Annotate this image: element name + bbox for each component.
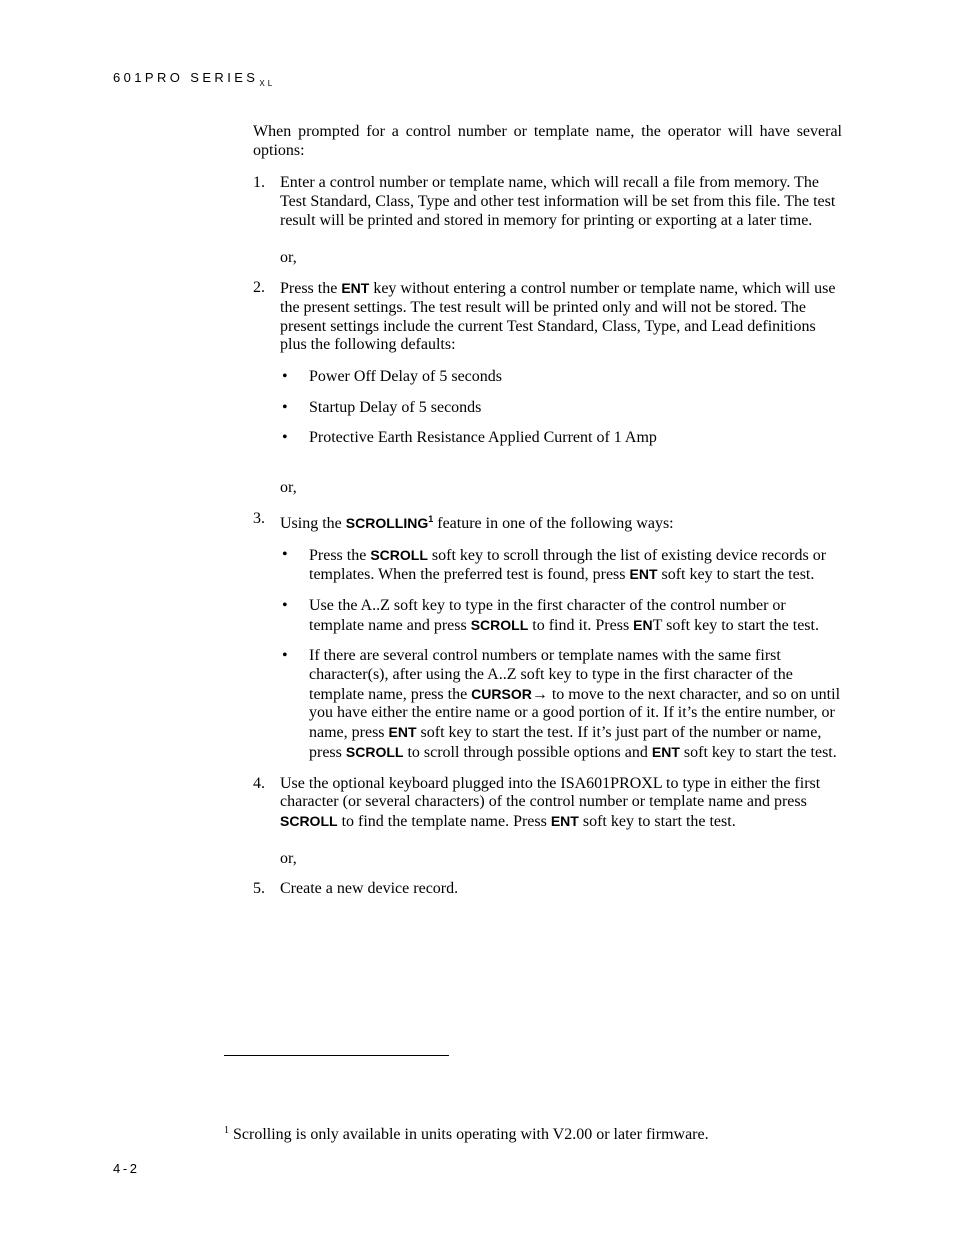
footnote — [224, 1125, 709, 1144]
key-label: ENT — [388, 724, 417, 741]
text-run: soft key to start the test. — [657, 566, 815, 584]
page-number: 4-2 — [113, 1161, 140, 1176]
footnote-separator — [224, 1055, 449, 1056]
key-label: ENT — [341, 280, 370, 297]
running-header — [113, 70, 276, 88]
item-number: 5. — [253, 880, 265, 898]
text-run: to scroll through possible options and — [403, 743, 652, 761]
bullet-text: Power Off Delay of 5 seconds — [309, 368, 502, 386]
item-text — [280, 775, 842, 832]
header-title: 601PRO SERIES — [113, 70, 259, 85]
footnote-reference: 1 — [428, 513, 434, 524]
bullet-icon: • — [282, 545, 288, 563]
item-number: 4. — [253, 774, 265, 792]
bullet-text — [309, 546, 842, 585]
text-run: Use the optional keyboard plugged into the ISA601PROXL to type in either the first character (or several characters) of the control number or template name and press — [280, 774, 821, 811]
key-label: ENT — [651, 743, 680, 760]
item-text — [280, 279, 842, 355]
bullet-text: Startup Delay of 5 seconds — [309, 398, 482, 416]
bullet-item — [253, 399, 842, 418]
bullet-icon: • — [282, 368, 288, 386]
text-run: feature in one of the following ways: — [433, 514, 674, 532]
key-label: SCROLL — [370, 546, 428, 563]
bullet-item — [253, 546, 842, 585]
text-run: → to move to the next character, and so on until you have either the entire name or a good portion of it. If it’s the entire number, or name, press — [309, 685, 841, 742]
bullet-text: Protective Earth Resistance Applied Current of 1 Amp — [309, 429, 657, 447]
key-label: CURSOR — [471, 685, 532, 702]
text-run: soft key to scroll through the list of existing device records or templates. When the preferred test is found, press — [309, 546, 827, 584]
list-item-3 — [253, 510, 842, 534]
text-run: to find the template name. Press — [337, 812, 551, 830]
text-run: T soft key to start the test. — [652, 616, 819, 634]
footnote-mark: 1 — [224, 1125, 229, 1136]
key-label: SCROLL — [470, 616, 529, 633]
text-run: Press the — [280, 280, 342, 298]
text-run: If there are several control numbers or template names with the same first character(s), after using the A..Z soft key to type in the first character of the template name, press the — [309, 647, 793, 703]
text-run: to find it. Press — [528, 616, 634, 634]
bullet-icon: • — [282, 398, 288, 416]
text-run: Using the — [280, 514, 346, 532]
intro-paragraph: When prompted for a control number or template name, the operator will have several options: — [253, 123, 842, 159]
key-label: SCROLLING — [345, 514, 429, 531]
list-item-5 — [253, 880, 842, 899]
key-label: SCROLL — [280, 812, 338, 829]
header-suffix: XL — [259, 79, 276, 88]
item-number: 3. — [253, 509, 265, 527]
bullet-icon: • — [282, 596, 288, 614]
bullet-item — [253, 368, 842, 387]
text-run: soft key to start the test. If it’s just part of the number or name, press — [309, 724, 822, 761]
key-label: ENT — [629, 566, 658, 583]
item-number: 2. — [253, 279, 265, 297]
bullet-text — [309, 647, 842, 762]
key-label: SCROLL — [345, 743, 404, 760]
item-text — [280, 510, 842, 534]
main-content — [253, 123, 842, 899]
list-item-1 — [253, 174, 842, 230]
item-number: 1. — [253, 174, 265, 192]
bullet-item — [253, 429, 842, 448]
bullet-icon: • — [282, 647, 288, 665]
text-run: Use the A..Z soft key to type in the first character of the control number or template name and press — [309, 596, 786, 634]
item-text: Enter a control number or template name, which will recall a file from memory. The Test Standard, Class, Type and other test information will be set from this file. The test result will be printed and stored in memory for printing or exporting at a later time. — [280, 174, 836, 229]
list-item-4 — [253, 775, 842, 832]
bullet-icon: • — [282, 429, 288, 447]
list-item-2 — [253, 279, 842, 355]
key-label: ENT — [550, 812, 579, 829]
footnote-text: Scrolling is only available in units operating with V2.00 or later firmware. — [233, 1126, 709, 1143]
key-label: EN — [633, 616, 653, 633]
bullet-text — [309, 597, 842, 635]
text-run: soft key to start the test. — [578, 812, 736, 830]
or-text: or, — [280, 248, 297, 266]
or-text: or, — [280, 849, 297, 867]
bullet-item — [253, 597, 842, 635]
bullet-item — [253, 647, 842, 762]
text-run: Press the — [309, 546, 371, 564]
or-text: or, — [280, 479, 297, 497]
item-text: Create a new device record. — [280, 880, 459, 898]
text-run: soft key to start the test. — [679, 743, 837, 761]
text-run: key without entering a control number or template name, which will use the present settings. The test result will be printed only and will not be stored. The present settings include the current Test Standard, Class, Type, and Lead definitions plus the following defaults: — [280, 280, 836, 354]
